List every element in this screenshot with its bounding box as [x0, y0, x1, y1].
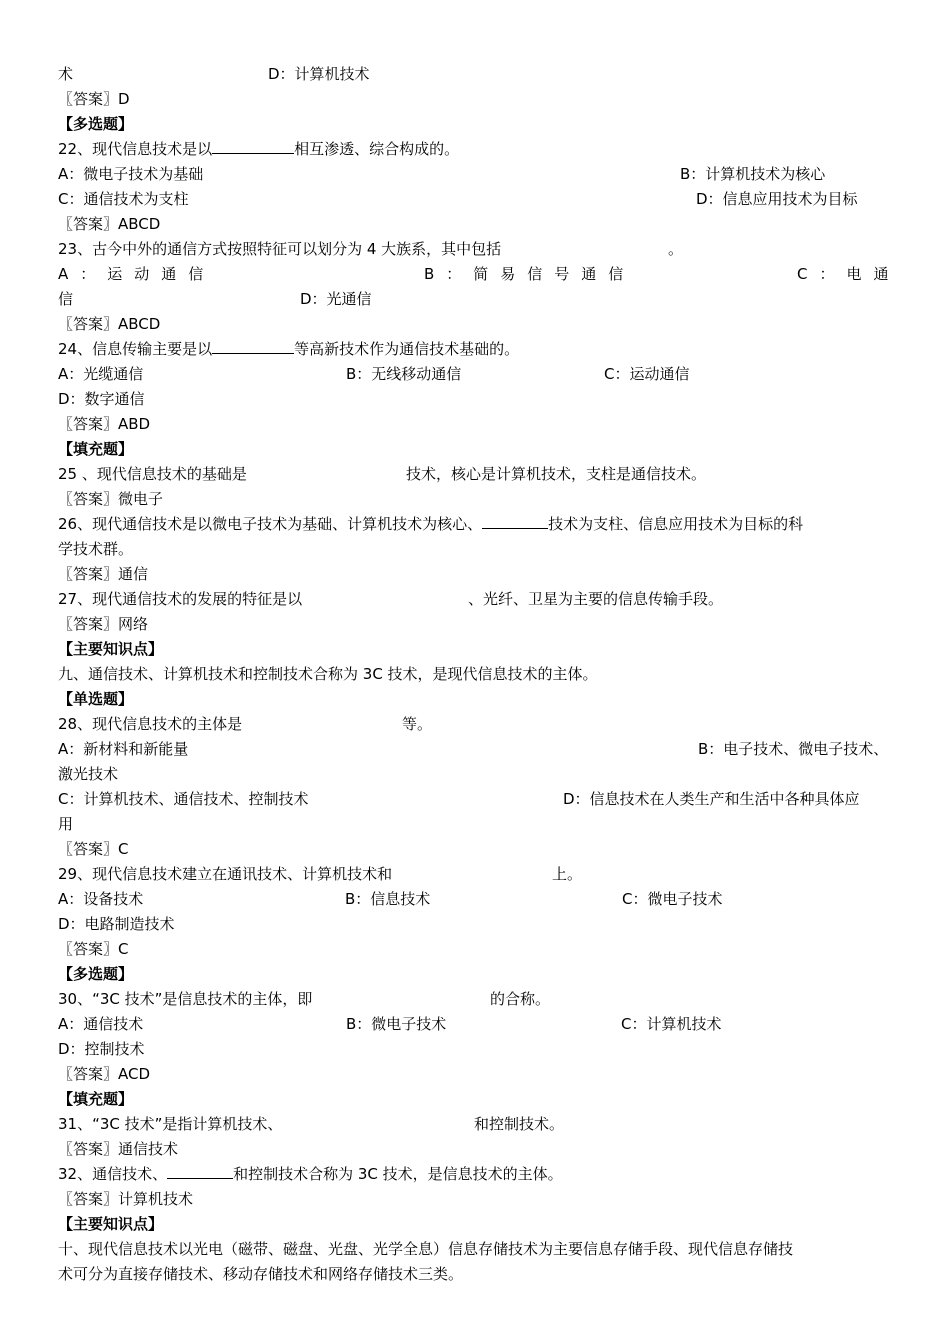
option-a: A：新材料和新能量 — [58, 740, 189, 758]
answer-blank — [482, 514, 548, 529]
option-a: A：微电子技术为基础 — [58, 165, 204, 183]
option-b: B：微电子技术 — [346, 1015, 447, 1033]
option-c: C：通信技术为支柱 — [58, 190, 189, 208]
question-26-continued: 学技术群。 — [58, 540, 134, 558]
question-32: 32、通信技术、 和控制技术合称为 3C 技术，是信息技术的主体。 — [58, 1165, 563, 1183]
option-b: B：信息技术 — [345, 890, 431, 908]
answer: 〖答案〗C — [58, 940, 129, 958]
option-d: D：信息应用技术为目标 — [696, 190, 858, 208]
question-29-end: 上。 — [552, 865, 583, 883]
option-d: D：计算机技术 — [268, 65, 370, 83]
question-28-end: 等。 — [402, 715, 433, 733]
answer: 〖答案〗ABCD — [58, 315, 161, 333]
option-d: D：电路制造技术 — [58, 915, 175, 933]
question-30-end: 的合称。 — [490, 990, 551, 1008]
answer: 〖答案〗ABD — [58, 415, 151, 433]
question-27: 27、现代通信技术的发展的特征是以 — [58, 590, 303, 608]
option-c: C：运动通信 — [604, 365, 690, 383]
section-heading: 【多选题】 — [58, 115, 134, 133]
question-28: 28、现代信息技术的主体是 — [58, 715, 243, 733]
knowledge-point: 九、通信技术、计算机技术和控制技术合称为 3C 技术，是现代信息技术的主体。 — [58, 665, 598, 683]
question-31-end: 和控制技术。 — [474, 1115, 565, 1133]
question-23: 23、古今中外的通信方式按照特征可以划分为 4 大族系，其中包括 — [58, 240, 502, 258]
question-25-end: 技术，核心是计算机技术，支柱是通信技术。 — [406, 465, 707, 483]
option-d: D：光通信 — [300, 290, 372, 308]
option-a: A：设备技术 — [58, 890, 144, 908]
answer: 〖答案〗计算机技术 — [58, 1190, 194, 1208]
knowledge-point: 十、现代信息技术以光电（磁带、磁盘、光盘、光学全息）信息存储技术为主要信息存储手段、现代信息存储技 — [58, 1240, 794, 1258]
text-line: 术 — [58, 65, 74, 83]
option-b-continued: 激光技术 — [58, 765, 119, 783]
option-c: C：计算机技术、通信技术、控制技术 — [58, 790, 309, 808]
question-31: 31、“3C 技术”是指计算机技术、 — [58, 1115, 283, 1133]
option-b: B：计算机技术为核心 — [680, 165, 826, 183]
section-heading: 【填充题】 — [58, 440, 134, 458]
question-23-end: 。 — [668, 240, 684, 258]
option-a: A：光缆通信 — [58, 365, 144, 383]
answer: 〖答案〗网络 — [58, 615, 149, 633]
option-c: C：计算机技术 — [621, 1015, 722, 1033]
question-29: 29、现代信息技术建立在通讯技术、计算机技术和 — [58, 865, 393, 883]
section-heading: 【主要知识点】 — [58, 640, 164, 658]
answer-blank — [167, 1164, 233, 1179]
answer: 〖答案〗通信技术 — [58, 1140, 179, 1158]
option-b: B：无线移动通信 — [346, 365, 462, 383]
option-b: B：电子技术、微电子技术、 — [698, 740, 889, 758]
section-heading: 【填充题】 — [58, 1090, 134, 1108]
option-c: C：微电子技术 — [622, 890, 723, 908]
option-a: A：通信技术 — [58, 1015, 144, 1033]
option-c-continued: 信 — [58, 290, 74, 308]
question-30: 30、“3C 技术”是信息技术的主体，即 — [58, 990, 313, 1008]
option-d: D：控制技术 — [58, 1040, 145, 1058]
option-d: D：信息技术在人类生产和生活中各种具体应 — [563, 790, 860, 808]
question-27-end: 、光纤、卫星为主要的信息传输手段。 — [468, 590, 724, 608]
option-c: C：电通 — [797, 265, 901, 283]
question-25: 25 、现代信息技术的基础是 — [58, 465, 247, 483]
answer-blank — [212, 339, 294, 354]
option-b: B：简易信号通信 — [424, 265, 636, 283]
question-24: 24、信息传输主要是以 等高新技术作为通信技术基础的。 — [58, 340, 520, 358]
question-22: 22、现代信息技术是以 相互渗透、综合构成的。 — [58, 140, 460, 158]
answer: 〖答案〗D — [58, 90, 130, 108]
answer: 〖答案〗通信 — [58, 565, 149, 583]
answer-blank — [212, 139, 294, 154]
option-d-continued: 用 — [58, 815, 74, 833]
answer: 〖答案〗微电子 — [58, 490, 164, 508]
knowledge-point-continued: 术可分为直接存储技术、移动存储技术和网络存储技术三类。 — [58, 1265, 464, 1283]
section-heading: 【主要知识点】 — [58, 1215, 164, 1233]
option-a: A：运动通信 — [58, 265, 216, 283]
answer: 〖答案〗ABCD — [58, 215, 161, 233]
section-heading: 【多选题】 — [58, 965, 134, 983]
question-26: 26、现代通信技术是以微电子技术为基础、计算机技术为核心、 技术为支柱、信息应用技术为目标的科 — [58, 515, 804, 533]
section-heading: 【单选题】 — [58, 690, 134, 708]
answer: 〖答案〗ACD — [58, 1065, 151, 1083]
answer: 〖答案〗C — [58, 840, 129, 858]
option-d: D：数字通信 — [58, 390, 145, 408]
